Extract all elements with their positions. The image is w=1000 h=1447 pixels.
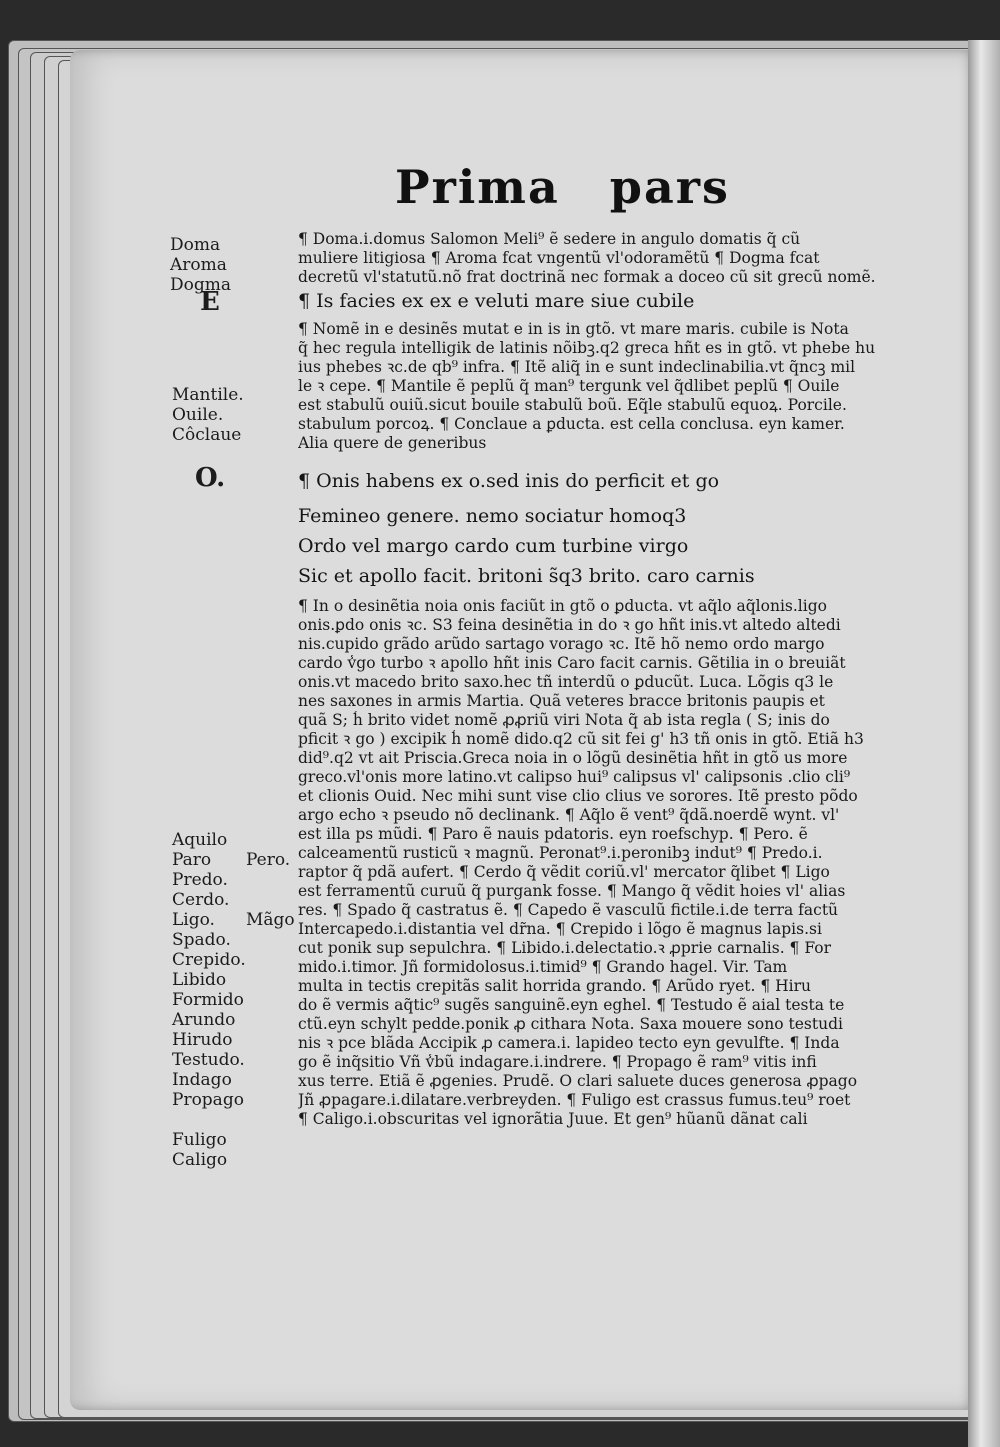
text-line: Jñ ꝓpagare.i.dilatare.verbreyden. ¶ Fuligo est crassus fumus.teu⁹ roet — [298, 1091, 851, 1109]
text-line: q̃ hec regula intelligik de latinis nõibꝫ.q2 greca hñt es in gtõ. vt phebe hu — [298, 339, 876, 357]
text-line: ¶ Nomẽ in e desinẽs mutat e in is in gtõ. vt mare maris. cubile is Nota — [298, 320, 849, 338]
text-line: nes saxones in armis Martia. Quã veteres bracce britonis paupis et — [298, 692, 825, 710]
margin-note: Testudo. — [172, 1050, 245, 1070]
verse-line: Femineo genere. nemo sociatur homoq3 — [298, 505, 687, 527]
margin-note — [172, 1110, 246, 1130]
text-line: ctũ.eyn schylt pedde.ponik ꝓ cithara Nota. Saxa mouere sono testudi — [298, 1015, 843, 1033]
margin-note: Côclaue — [172, 425, 242, 445]
margin-note: Paro — [172, 850, 212, 870]
text-line: go ẽ inq̃sitio Vñ v̾bũ indagare.i.indrere. ¶ Propago ẽ ram⁹ vitis infi — [298, 1053, 817, 1071]
text-line: ¶ Doma.i.domus Salomon Meli⁹ ẽ sedere in angulo domatis q̃ cũ — [298, 230, 801, 248]
text-line: calceamentũ rusticũ ꝛ magnũ. Peronat⁹.i.peronibꝫ indut⁹ ¶ Predo.i. — [298, 844, 823, 862]
title-word-2: pars — [609, 160, 730, 214]
text-line: muliere litigiosa ¶ Aroma fcat vngentũ vl'odoramẽtũ ¶ Dogma fcat — [298, 249, 820, 267]
margin-note: Aquilo — [172, 830, 228, 850]
margin-note: Hirudo — [172, 1030, 233, 1050]
verse-line: Ordo vel margo cardo cum turbine virgo — [298, 535, 689, 557]
text-line: ¶ In o desinẽtia noia onis faciũt in gtõ o ꝑducta. vt aq̃lo aq̃lonis.ligo — [298, 597, 827, 615]
text-line: onis.vt macedo brito saxo.hec tñ interdũ o ꝑducũt. Luca. Lõgis q3 le — [298, 673, 834, 691]
margin-notes-bottom-right — [246, 830, 295, 930]
text-line: xus terre. Etiã ẽ ꝓgenies. Prudẽ. O clari saluete duces generosa ꝓpago — [298, 1072, 858, 1090]
text-line: nis ꝛ pce blãda Accipik ꝓ camera.i. lapideo tecto eyn gevulfte. ¶ Inda — [298, 1034, 840, 1052]
paragraph-doma — [298, 230, 888, 287]
margin-note: Ligo. — [172, 910, 215, 930]
margin-note: Arundo — [172, 1010, 236, 1030]
text-line: decretũ vl'statutũ.nõ frat doctrinã nec formak a doceo cũ sit grecũ nomẽ. — [298, 268, 876, 286]
margin-letter-e: E — [200, 287, 220, 317]
text-line: ius phebes ꝛc.de qb⁹ infra. ¶ Itẽ aliq̃ in e sunt indeclinabilia.vt q̃ncꝫ mil — [298, 358, 856, 376]
text-line: Intercapedo.i.distantia vel dr̃na. ¶ Crepido i lõgo ẽ magnus lapis.si — [298, 920, 822, 938]
text-line: est stabulũ ouiũ.sicut bouile stabulũ boũ. Eq̃le stabulũ equoꝝ. Porcile. — [298, 396, 847, 414]
margin-note: Dogma — [170, 275, 232, 295]
margin-note: Libido — [172, 970, 227, 990]
text-line: cardo v̾go turbo ꝛ apollo hñt inis Caro facit carnis. Gẽtilia in o breuiãt — [298, 654, 846, 672]
margin-note — [246, 870, 295, 890]
text-line: greco.vl'onis more latino.vt calipso hui⁹ calipsus vl' calipsonis .clio cli⁹ — [298, 768, 851, 786]
rule-line-e: ¶ Is facies ex ex e veluti mare siue cubile — [298, 290, 695, 312]
page-title — [395, 160, 730, 214]
margin-note: Crepido. — [172, 950, 246, 970]
margin-note: Pero. — [246, 850, 291, 870]
margin-notes-bottom — [172, 830, 246, 1170]
text-line: res. ¶ Spado q̃ castratus ẽ. ¶ Capedo ẽ vasculũ fictile.i.de terra factũ — [298, 901, 839, 919]
paragraph-nomen — [298, 320, 888, 453]
margin-note: Doma — [170, 235, 221, 255]
text-line: do ẽ vermis aq̃tic⁹ sugẽs sanguinẽ.eyn eghel. ¶ Testudo ẽ aial testa te — [298, 996, 845, 1014]
text-line: Alia quere de generibus — [298, 434, 487, 452]
margin-letter-o: O. — [195, 463, 226, 493]
margin-note: Cerdo. — [172, 890, 230, 910]
verse-line: ¶ Onis habens ex o.sed inis do perficit et go — [298, 470, 720, 492]
margin-note: Spado. — [172, 930, 231, 950]
margin-notes-mid — [172, 385, 244, 445]
margin-note: Aroma — [170, 255, 227, 275]
margin-note — [246, 890, 295, 910]
margin-note — [246, 830, 295, 850]
margin-notes-top — [170, 235, 231, 295]
margin-note: Ouile. — [172, 405, 224, 425]
text-line: raptor q̃ pdã aufert. ¶ Cerdo q̃ vẽdit coriũ.vl' mercator q̃libet ¶ Ligo — [298, 863, 830, 881]
text-line: nis.cupido grãdo arũdo sartago vorago ꝛc. Itẽ hõ nemo ordo margo — [298, 635, 825, 653]
text-line: est illa ps mũdi. ¶ Paro ẽ nauis pdatoris. eyn roefschyp. ¶ Pero. ẽ — [298, 825, 808, 843]
margin-note: Formido — [172, 990, 244, 1010]
margin-note: Propago — [172, 1090, 244, 1110]
book-gutter — [968, 40, 1000, 1447]
text-line: pficit ꝛ go ) excipik h̾ nomẽ dido.q2 cũ sit fei g' h3 tñ onis in gtõ. Etiã h3 — [298, 730, 864, 748]
margin-note: Indago — [172, 1070, 232, 1090]
margin-note: Mãgo — [246, 910, 295, 930]
text-line: argo echo ꝛ pseudo nõ declinank. ¶ Aq̃lo ẽ vent⁹ q̃dã.noerdẽ wynt. vl' — [298, 806, 840, 824]
title-word-1: Prima — [395, 160, 560, 214]
text-line: mido.i.timor. Jñ formidolosus.i.timid⁹ ¶ Grando hagel. Vir. Tam — [298, 958, 788, 976]
paragraph-in-o — [298, 597, 888, 1129]
text-line: quã S; h̾ brito videt nomẽ ꝓꝓriũ viri Nota q̃ ab ista regla ( S; inis do — [298, 711, 830, 729]
text-line: multa in tectis crepitãs salit horrida grando. ¶ Arũdo ryet. ¶ Hiru — [298, 977, 812, 995]
text-line: onis.ꝑdo onis ꝛc. S3 feina desinẽtia in do ꝛ go hñt inis.vt altedo altedi — [298, 616, 841, 634]
margin-note: Fuligo — [172, 1130, 227, 1150]
text-line: est ferramentũ curuũ q̃ purgank fosse. ¶ Mango q̃ vẽdit hoies vl' alias — [298, 882, 846, 900]
text-line: et clionis Ouid. Nec mihi sunt vise clio clius ve sorores. Itẽ presto põdo — [298, 787, 858, 805]
margin-note: Caligo — [172, 1150, 228, 1170]
text-line: le ꝛ cepe. ¶ Mantile ẽ peplũ q̃ man⁹ tergunk vel q̃dlibet peplũ ¶ Ouile — [298, 377, 840, 395]
verse-line: Sic et apollo facit. britoni s̃q3 brito. caro carnis — [298, 565, 755, 587]
margin-note: Predo. — [172, 870, 228, 890]
text-line: stabulum porcoꝝ. ¶ Conclaue a ꝑducta. est cella conclusa. eyn kamer. — [298, 415, 845, 433]
text-line: ¶ Caligo.i.obscuritas vel ignorãtia Juue. Et gen⁹ hũanũ dãnat cali — [298, 1110, 808, 1128]
text-line: did⁹.q2 vt ait Priscia.Greca noia in o lõgũ desinẽtia hñt in gtõ us more — [298, 749, 848, 767]
text-line: cut ponik sup sepulchra. ¶ Libido.i.delectatio.ꝛ ꝓprie carnalis. ¶ For — [298, 939, 831, 957]
margin-note: Mantile. — [172, 385, 244, 405]
